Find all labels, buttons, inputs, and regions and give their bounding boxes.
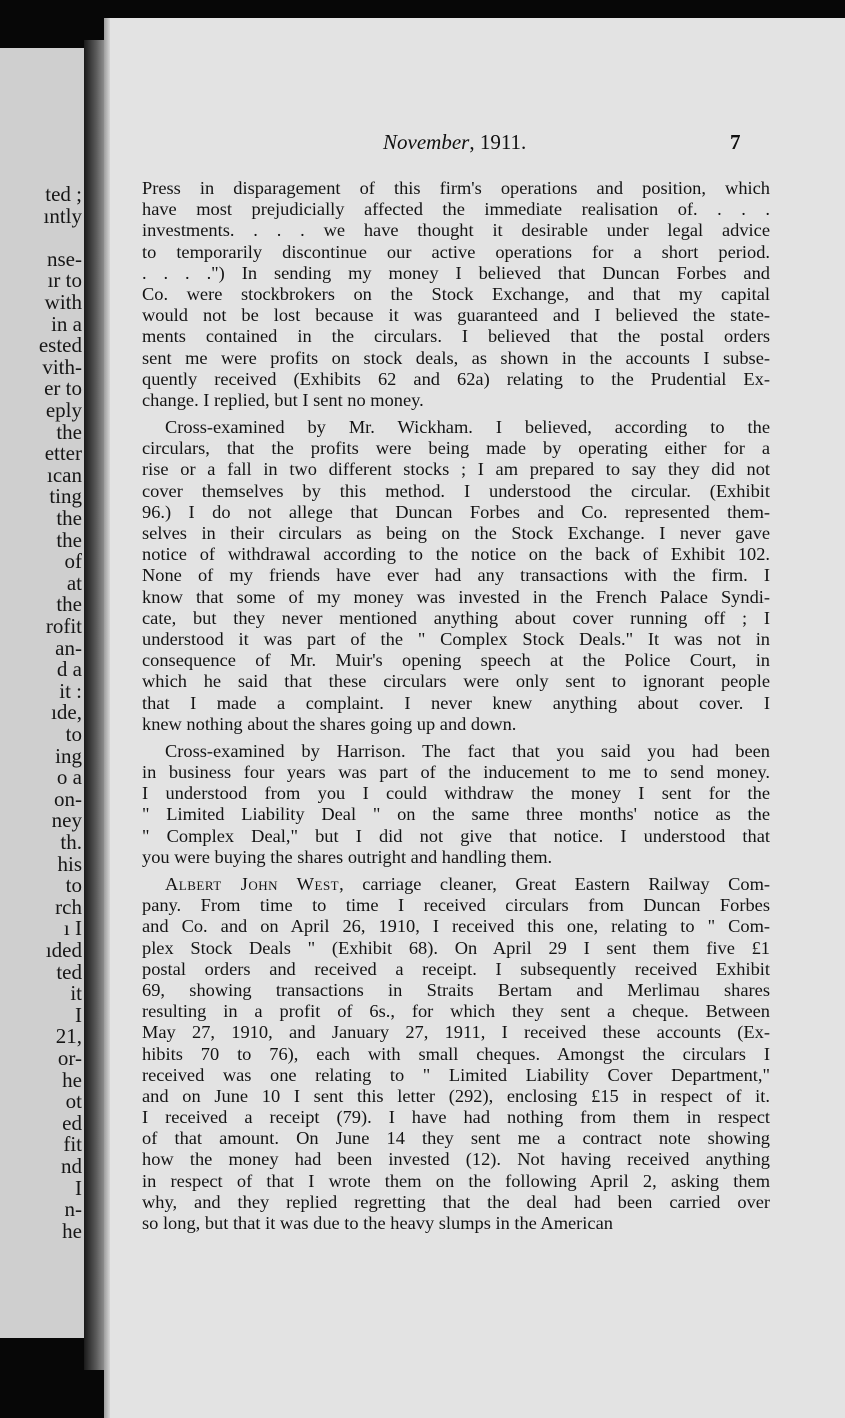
- left-page-line: the: [56, 592, 82, 617]
- left-page-line: ıded: [45, 938, 82, 962]
- text-line: know that some of my money was invested in the French Palace Syndi-: [142, 586, 770, 607]
- left-page-line: ıde,: [51, 700, 82, 725]
- left-page-line: ested: [38, 333, 82, 358]
- left-page-line: ting: [49, 484, 82, 509]
- text-line: Cross-examined by Harrison. The fact that you said you had been: [165, 740, 770, 761]
- left-page-line: the: [56, 527, 82, 552]
- text-line: Co. were stockbrokers on the Stock Exchange, and that my capital: [142, 283, 770, 304]
- text-line: cover themselves by this method. I understood the circular. (Exhibit: [142, 480, 770, 501]
- text-line: circulars, that the profits were being made by operating either for a: [142, 438, 770, 459]
- text-line: that I made a complaint. I never knew anything about cover. I: [142, 692, 770, 713]
- text-line: selves in their circulars as being on the Stock Exchange. I never gave: [142, 523, 770, 543]
- text-line: hibits 70 to 76), each with small cheques. Amongst the circulars I: [142, 1043, 770, 1064]
- text-line: Press in disparagement of this firm's operations and position, which: [142, 178, 770, 198]
- body-text: [142, 178, 770, 1234]
- left-page-line: at: [66, 570, 82, 595]
- left-page-line: fit: [63, 1132, 82, 1157]
- left-page-line: th.: [60, 830, 82, 854]
- text-line: " Limited Liability Deal " on the same three months' notice as the: [142, 804, 770, 825]
- text-line: in respect of that I wrote them on the following April 2, asking them: [142, 1170, 770, 1191]
- left-page-line: on-: [54, 786, 82, 811]
- text-line: Cross-examined by Mr. Wickham. I believed, according to the: [165, 417, 770, 438]
- text-line: you were buying the shares outright and handling them.: [142, 846, 553, 867]
- left-page-line: 21,: [55, 1024, 82, 1049]
- left-page-line: ır to: [47, 268, 82, 293]
- paragraph: [142, 874, 770, 1234]
- left-page-line: ıcan: [47, 462, 82, 487]
- text-line: May 27, 1910, and January 27, 1911, I received these accounts (Ex-: [142, 1022, 770, 1043]
- text-line: None of my friends have ever had any transactions with the firm. I: [142, 565, 770, 586]
- left-page-line: an-: [55, 635, 82, 660]
- left-page-line: etter: [44, 441, 82, 466]
- text-line: consequence of Mr. Muir's opening speech at the Police Court, in: [142, 650, 770, 671]
- left-page-fragment: [0, 48, 84, 1338]
- text-line: plex Stock Deals " (Exhibit 68). On April 29 I sent them five £1: [142, 937, 770, 958]
- running-head-year: , 1911.: [469, 130, 527, 154]
- paragraph: [142, 417, 770, 735]
- text-line: why, and they replied regretting that the deal had been carried over: [142, 1191, 770, 1212]
- left-page-line: nse-: [47, 246, 82, 271]
- text-line: quently received (Exhibits 62 and 62a) relating to the Prudential Ex-: [142, 368, 770, 389]
- left-page-line: it :: [59, 678, 82, 703]
- running-head-title: [383, 130, 526, 155]
- left-page-line: of: [64, 549, 82, 574]
- left-page-line: the: [56, 506, 82, 530]
- text-line: " Complex Deal," but I did not give that notice. I understood that: [142, 825, 770, 846]
- text-line: rise or a fall in two different stocks ; I am prepared to say they did not: [142, 459, 770, 480]
- text-line: understood it was part of the " Complex Stock Deals." It was not in: [142, 628, 770, 649]
- text-line: investments. . . . we have thought it desirable under legal advice: [142, 220, 770, 241]
- left-page-line: vith-: [42, 354, 82, 379]
- left-page-line: rch: [55, 894, 82, 919]
- text-line: knew nothing about the shares going up and down.: [142, 713, 517, 734]
- text-line: [142, 874, 770, 895]
- text-line: have most prejudicially affected the immediate realisation of. . . .: [142, 199, 770, 220]
- page-edge-shading: [104, 18, 110, 1418]
- left-page-line: er to: [44, 376, 82, 401]
- text-line: so long, but that it was due to the heavy slumps in the American: [142, 1213, 613, 1233]
- paragraph: [142, 741, 770, 868]
- text-line: I understood from you I could withdraw the money I sent for the: [142, 783, 770, 804]
- left-page-line: rofit: [45, 614, 82, 638]
- running-head: [104, 130, 845, 160]
- left-page-line: ot: [65, 1089, 82, 1114]
- text-line: of that amount. On June 14 they sent me a contract note showing: [142, 1128, 770, 1149]
- left-page-line: his: [57, 851, 82, 876]
- left-page-line: the: [56, 419, 82, 444]
- witness-name: Albert John West: [165, 874, 340, 894]
- paragraph: [142, 178, 770, 411]
- text-line: pany. From time to time I received circulars from Duncan Forbes: [142, 895, 770, 916]
- text-line: to temporarily discontinue our active operations for a short period.: [142, 241, 770, 262]
- left-page-line: or-: [57, 1046, 82, 1070]
- left-page-line: n-: [64, 1197, 82, 1222]
- left-page-line: with: [44, 290, 82, 314]
- text-line: sent me were profits on stock deals, as shown in the accounts I subse-: [142, 347, 770, 368]
- left-page-line: o a: [56, 765, 82, 790]
- text-line: 96.) I do not allege that Duncan Forbes and Co. represented them-: [142, 501, 770, 522]
- left-page-line: to: [65, 722, 82, 746]
- text-line: 69, showing transactions in Straits Bertam and Merlimau shares: [142, 979, 770, 1000]
- line-text: , carriage cleaner, Great Eastern Railway Com-: [339, 874, 770, 894]
- left-page-line: he: [62, 1067, 82, 1092]
- text-line: and Co. and on April 26, 1910, I received this one, relating to " Com-: [142, 916, 770, 937]
- text-line: postal orders and received a receipt. I subsequently received Exhibit: [142, 958, 770, 979]
- text-line: . . . .") In sending my money I believed that Duncan Forbes and: [142, 262, 770, 283]
- left-page-line: nd: [61, 1154, 82, 1178]
- text-line: ments contained in the circulars. I believed that the postal orders: [142, 326, 770, 347]
- text-line: received was one relating to " Limited Liability Cover Department,": [142, 1064, 770, 1085]
- text-line: which he said that these circulars were only sent to ignorant people: [142, 671, 770, 692]
- text-line: cate, but they never mentioned anything about cover running off ; I: [142, 607, 770, 628]
- left-page-line: in a: [51, 311, 82, 336]
- text-line: I received a receipt (79). I have had nothing from them in respect: [142, 1107, 770, 1128]
- text-line: in business four years was part of the inducement to me to send money.: [142, 762, 770, 783]
- left-page-line: eply: [45, 398, 82, 422]
- right-page: [104, 18, 845, 1418]
- text-line: resulting in a profit of 6s., for which they sent a cheque. Between: [142, 1001, 770, 1022]
- text-line: how the money had been invested (12). Not having received anything: [142, 1149, 770, 1170]
- left-page-line: ı I: [63, 916, 82, 941]
- left-page-line: I: [75, 1002, 82, 1027]
- left-page-line: it: [70, 981, 82, 1006]
- left-page-line: he: [62, 1218, 82, 1243]
- text-line: would not be lost because it was guaranteed and I believed the state-: [142, 305, 770, 326]
- text-line: and on June 10 I sent this letter (292), enclosing £15 in respect of it.: [142, 1085, 770, 1106]
- left-page-line: I: [75, 1175, 82, 1200]
- book-binding-gutter: [84, 40, 106, 1370]
- text-line: change. I replied, but I sent no money.: [142, 389, 424, 410]
- running-head-month: November: [383, 130, 470, 154]
- left-page-line: ing: [55, 743, 82, 768]
- left-page-line: ted ;: [45, 182, 82, 206]
- left-page-line: ney: [51, 808, 82, 833]
- left-page-line: d a: [56, 657, 82, 682]
- left-page-line: to: [65, 873, 82, 898]
- left-page-line: ıntly: [43, 203, 82, 228]
- page-number: 7: [730, 130, 741, 154]
- text-line: notice of withdrawal according to the notice on the back of Exhibit 102.: [142, 544, 770, 565]
- left-page-line: ted: [56, 959, 82, 984]
- left-page-line: ed: [62, 1110, 82, 1135]
